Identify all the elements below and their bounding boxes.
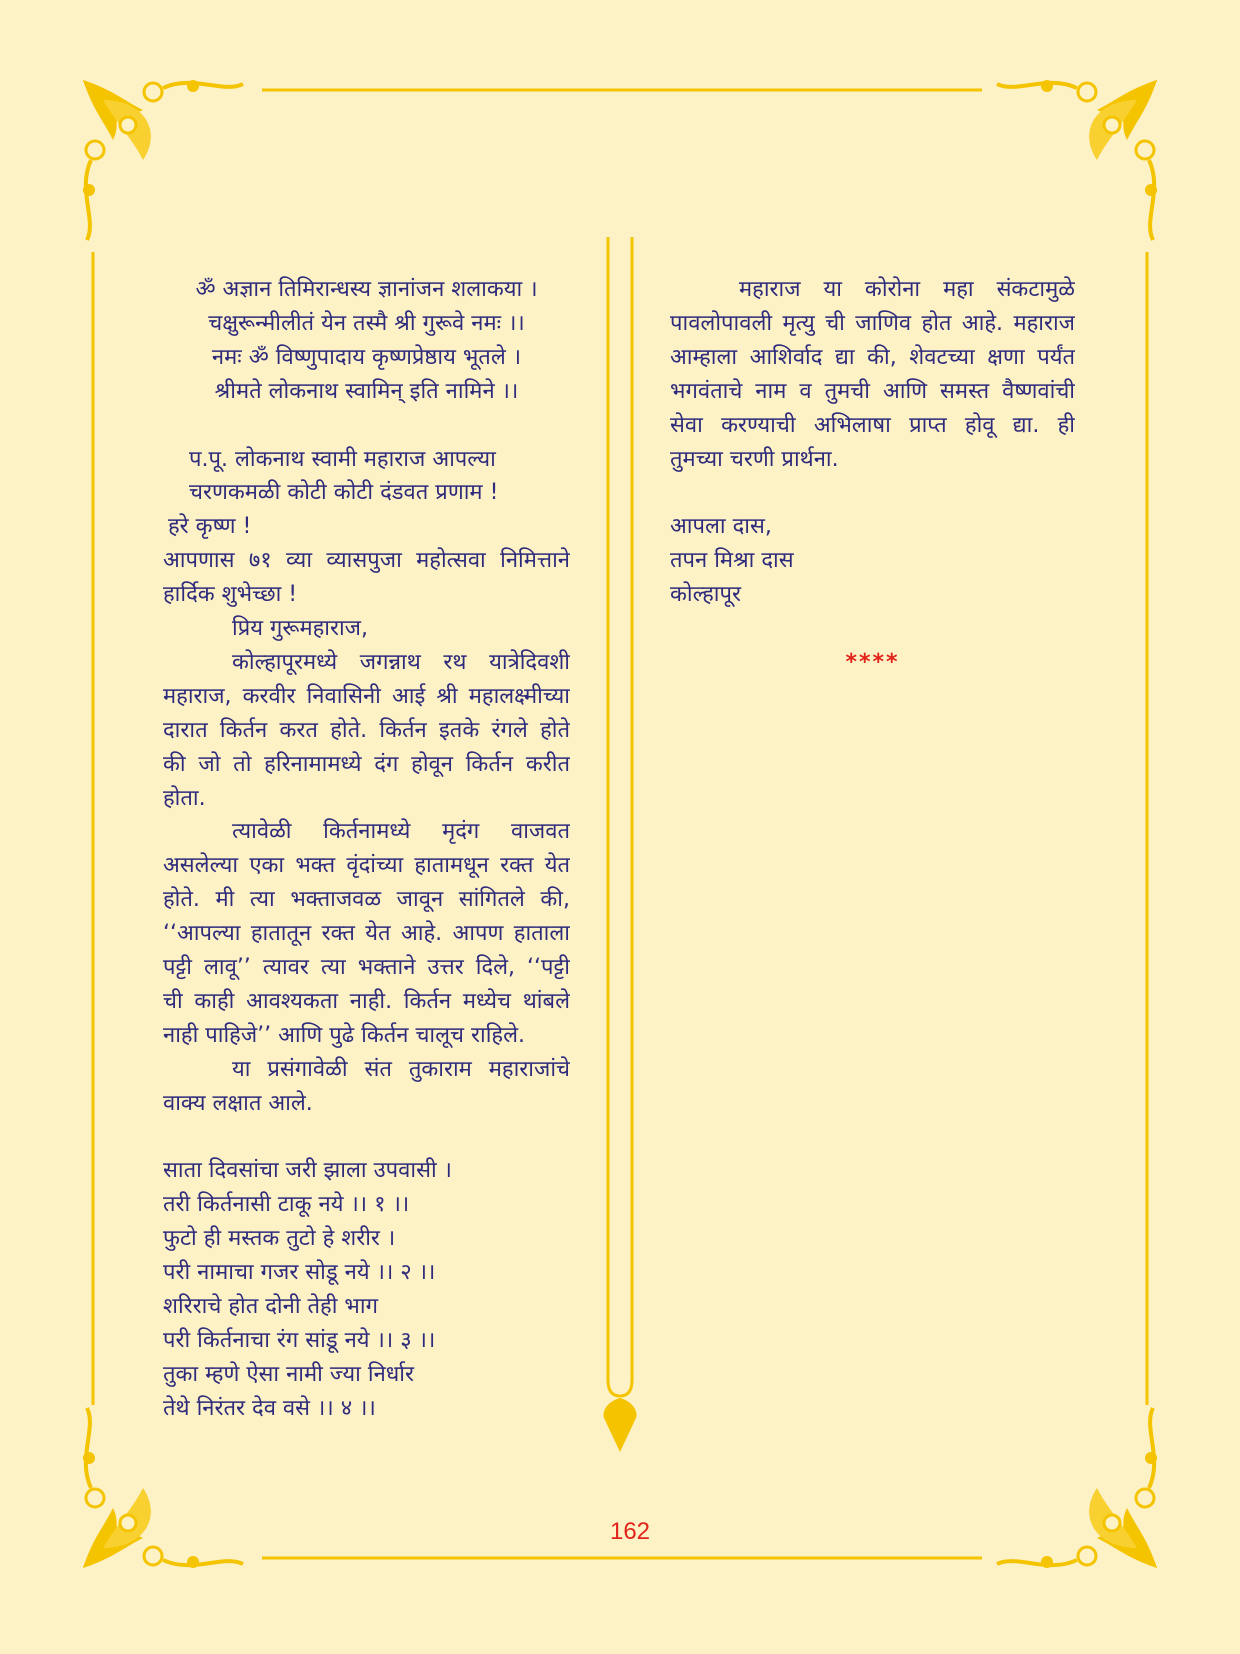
signature-line: आपला दास, xyxy=(670,514,772,540)
separator-stars: **** xyxy=(845,649,900,675)
corner-flourish xyxy=(83,80,243,240)
body-line: होते. मी त्या भक्ताजवळ जावून सांगितले की, xyxy=(163,887,570,913)
body-line: हार्दिक शुभेच्छा ! xyxy=(163,582,298,608)
corner-flourish xyxy=(997,1408,1157,1568)
corner-flourish xyxy=(997,80,1157,240)
signature-line: कोल्हापूर xyxy=(670,582,741,608)
abhang-line: फुटो ही मस्तक तुटो हे शरीर । xyxy=(163,1226,396,1252)
body-line: कोल्हापूरमध्ये जगन्नाथ रथ यात्रेदिवशी xyxy=(232,649,570,675)
right-body-line: पावलोपावली मृत्यु ची जाणिव होत आहे. महाराज xyxy=(670,310,1075,336)
right-body-line: महाराज या कोरोना महा संकटामुळे xyxy=(739,277,1075,302)
body-line: ‘‘आपल्या हातातून रक्त येत आहे. आपण हाताला xyxy=(163,921,570,947)
abhang-line: साता दिवसांचा जरी झाला उपवासी । xyxy=(163,1158,452,1184)
page-number: 162 xyxy=(609,1518,651,1545)
body-line: पट्टी लावू’’ त्यावर त्या भक्ताने उत्तर दिले, ‘‘पट्टी xyxy=(163,955,570,980)
right-body-line: तुमच्या चरणी प्रार्थना. xyxy=(670,446,839,472)
abhang-line: तेथे निरंतर देव वसे ।। ४ ।। xyxy=(163,1395,376,1421)
abhang-line: तरी किर्तनासी टाकू नये ।। १ ।। xyxy=(163,1192,410,1218)
body-line: वाक्य लक्षात आले. xyxy=(163,1090,313,1116)
body-line: आपणास ७१ व्या व्यासपुजा महोत्सवा निमित्ताने xyxy=(163,548,570,574)
body-line: असलेल्या एका भक्त वृंदांच्या हातामधून रक्त येत xyxy=(163,853,570,879)
signature-line: तपन मिश्रा दास xyxy=(670,548,794,574)
body-line: दारात किर्तन करत होते. किर्तन इतके रंगले होते xyxy=(163,717,570,743)
invocation-line: ॐ अज्ञान तिमिरान्धस्य ज्ञानांजन शलाकया । xyxy=(195,277,538,302)
body-line: प्रिय गुरूमहाराज, xyxy=(232,616,368,641)
body-line: या प्रसंगावेळी संत तुकाराम महाराजांचे xyxy=(232,1056,570,1082)
abhang-line: शरिराचे होत दोनी तेही भाग xyxy=(163,1294,378,1319)
abhang-line: परी किर्तनाचा रंग सांडू नये ।। ३ ।। xyxy=(163,1327,436,1353)
body-line: होता. xyxy=(163,785,206,811)
column-divider xyxy=(604,237,637,1452)
body-line: ची काही आवश्यकता नाही. किर्तन मध्येच थांबले xyxy=(163,988,570,1014)
body-line: महाराज, करवीर निवासिनी आई श्री महालक्ष्मीच्या xyxy=(163,683,570,709)
invocation-line: नमः ॐ विष्णुपादाय कृष्णप्रेष्ठाय भूतले । xyxy=(211,344,522,370)
abhang-line: परी नामाचा गजर सोडू नये ।। २ ।। xyxy=(163,1260,436,1286)
body-line: की जो तो हरिनामामध्ये दंग होवून किर्तन करीत xyxy=(163,751,570,777)
salutation-line: चरणकमळी कोटी कोटी दंडवत प्रणाम ! xyxy=(189,480,499,506)
body-line: नाही पाहिजे’’ आणि पुढे किर्तन चालूच राहिले. xyxy=(163,1022,525,1048)
abhang-line: तुका म्हणे ऐसा नामी ज्या निर्धार xyxy=(163,1361,415,1387)
right-body-line: आम्हाला आशिर्वाद द्या की, शेवटच्या क्षणा पर्यंत xyxy=(670,344,1075,370)
corner-flourish xyxy=(83,1408,243,1568)
body-line: हरे कृष्ण ! xyxy=(168,514,252,540)
right-body-line: सेवा करण्याची अभिलाषा प्राप्त होवू द्या. ही xyxy=(670,412,1075,438)
invocation-line: चक्षुरून्मीलीतं येन तस्मै श्री गुरूवे नमः ।। xyxy=(208,310,525,336)
invocation-line: श्रीमते लोकनाथ स्वामिन् इति नामिने ।। xyxy=(214,378,519,404)
salutation-line: प.पू. लोकनाथ स्वामी महाराज आपल्या xyxy=(189,446,496,472)
body-line: त्यावेळी किर्तनामध्ये मृदंग वाजवत xyxy=(232,819,570,845)
right-body-line: भगवंताचे नाम व तुमची आणि समस्त वैष्णवांची xyxy=(670,378,1075,404)
